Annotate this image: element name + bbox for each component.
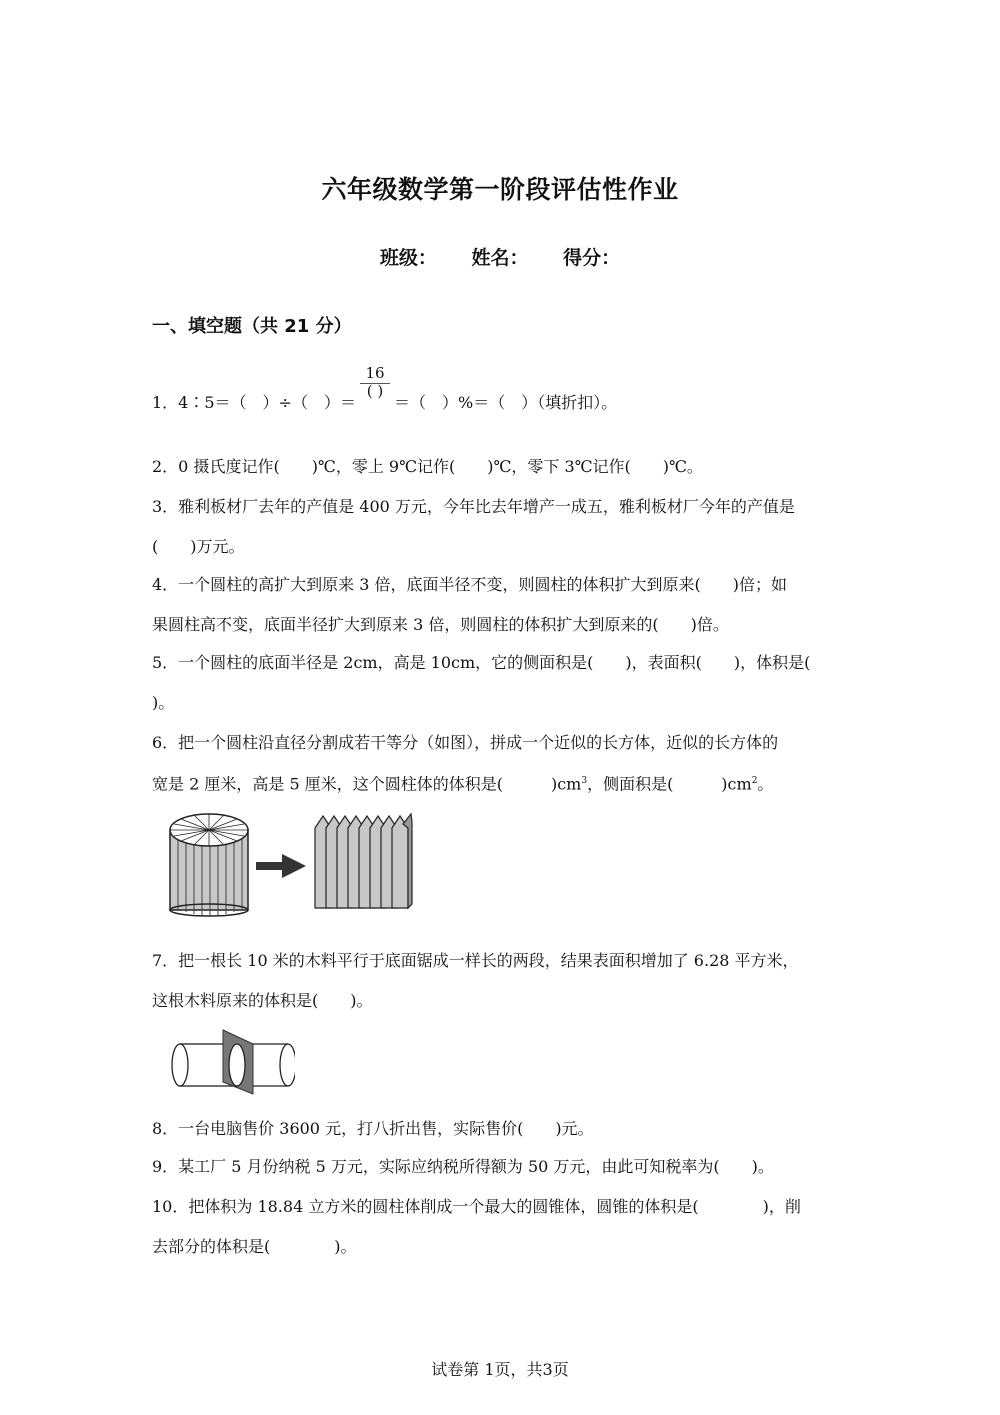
rearranged-slices-image [315, 814, 412, 908]
fraction-denominator: ( ) [366, 382, 384, 400]
section-heading: 一、填空题（共 21 分） [152, 316, 352, 337]
question-10-line-2: 去部分的体积是( )。 [152, 1237, 357, 1256]
superscript-2: 2 [751, 776, 758, 786]
score-label: 得分： [563, 247, 621, 269]
student-info-row [0, 243, 1000, 270]
q6-text-a: 宽是 2 厘米，高是 5 厘米，这个圆柱体的体积是( )cm [152, 774, 582, 794]
q6-text-c: 。 [757, 774, 774, 794]
question-9: 9．某工厂 5 月份纳税 5 万元，实际应纳税所得额为 50 万元，由此可知税率为( )。 [152, 1157, 774, 1176]
class-label: 班级： [379, 247, 437, 269]
question-3-line-1: 3．雅利板材厂去年的产值是 400 万元，今年比去年增产一成五，雅利板材厂今年的产值是 [152, 497, 795, 516]
page-title: 六年级数学第一阶段评估性作业 [321, 175, 679, 204]
q6-text-b: ，侧面积是( )cm [587, 774, 752, 794]
log-cut-figure [165, 1026, 295, 1098]
question-7-line-1: 7．把一根长 10 米的木料平行于底面锯成一样长的两段，结果表面积增加了 6.28 平方米， [152, 951, 799, 970]
question-1-part-2: ＝（ ）%＝（ ）（填折扣）。 [394, 393, 618, 412]
question-1-fraction [360, 364, 390, 400]
name-label: 姓名： [471, 247, 529, 269]
sliced-cylinder-image [170, 814, 248, 916]
question-4-line-2: 果圆柱高不变，底面半径扩大到原来 3 倍，则圆柱的体积扩大到原来的( )倍。 [152, 615, 729, 634]
page-footer: 试卷第 1页，共3页 [431, 1360, 569, 1379]
question-1-part-1: 1．4∶5＝（ ）÷（ ）＝ [152, 393, 356, 412]
arrow-icon [256, 854, 306, 878]
question-5-line-1: 5．一个圆柱的底面半径是 2cm，高是 10cm，它的侧面积是( )，表面积( )，体积是( [152, 653, 811, 672]
question-7-line-2: 这根木料原来的体积是( )。 [152, 991, 373, 1010]
question-5-line-2: )。 [152, 693, 175, 712]
superscript-3: 3 [581, 776, 588, 786]
question-8: 8．一台电脑售价 3600 元，打八折出售，实际售价( )元。 [152, 1119, 594, 1138]
question-10-line-1: 10．把体积为 18.84 立方米的圆柱体削成一个最大的圆锥体，圆锥的体积是( )，削 [152, 1197, 801, 1216]
question-6-line-1: 6．把一个圆柱沿直径分割成若干等分（如图），拼成一个近似的长方体，近似的长方体的 [152, 733, 779, 752]
fraction-numerator: 16 [365, 364, 385, 382]
cylinder-slicing-figure [160, 808, 430, 923]
question-4-line-1: 4．一个圆柱的高扩大到原来 3 倍，底面半径不变，则圆柱的体积扩大到原来( )倍；如 [152, 575, 788, 594]
question-3-line-2: ( )万元。 [152, 537, 245, 556]
question-6-line-2 [152, 770, 773, 795]
question-2: 2．0 摄氏度记作( )℃，零上 9℃记作( )℃，零下 3℃记作( )℃。 [152, 457, 703, 476]
